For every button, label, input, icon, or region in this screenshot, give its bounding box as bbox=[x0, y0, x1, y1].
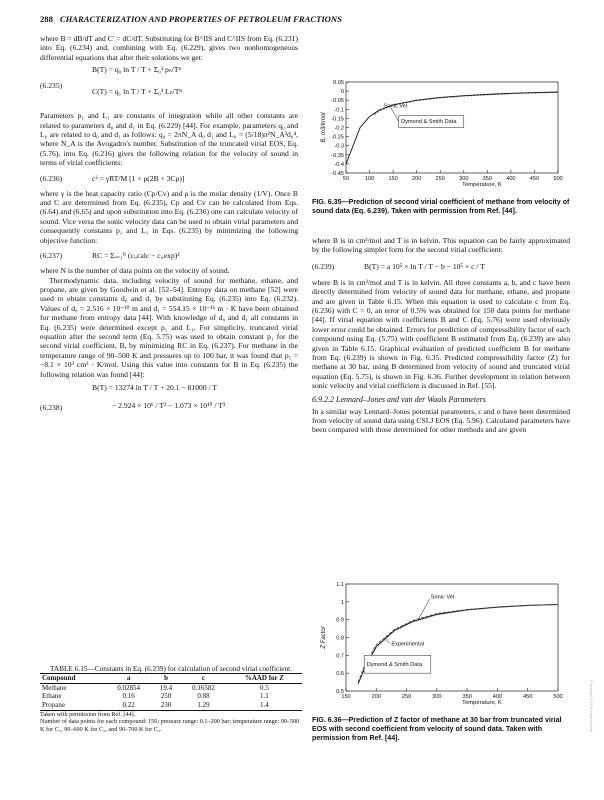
column-header: Compound bbox=[42, 674, 76, 683]
legend-label: Experimental bbox=[391, 641, 425, 648]
left-column bbox=[40, 34, 298, 421]
table-cell: Ethane bbox=[42, 692, 62, 701]
series-line bbox=[346, 92, 558, 164]
y-tick-label: -0.1 bbox=[334, 107, 344, 114]
paragraph: Parameters p₁ and L₁ are constants of integration while all other constants are related to parameters d₀ and d₁ in Eq. (6.229) [44]. For example, parameters q₀ and L₀ are related to d₀ and d₁ as follows: q₀ = 2πN_A d₀ d₁ and L₀ = (5/18)π²N_A²d₀⁴, where N_A is the Avogadro's number. Substitution of the truncated virial EOS, Eq. (5.76), into Eq. (6.216) gives the following relation for the velocity of sound in terms of virial coefficients: bbox=[40, 111, 298, 168]
x-tick-label: 50 bbox=[342, 176, 350, 182]
column-header: a bbox=[126, 674, 131, 683]
equation-line: B(T) = q₀ ln T / T + Σ₀³ pₙ/Tⁿ bbox=[92, 65, 181, 75]
table-cell: Methane bbox=[42, 683, 67, 692]
margin-watermark bbox=[585, 680, 593, 780]
x-tick-label: 500 bbox=[553, 694, 563, 700]
section-title: 6.9.2.2 Lennard–Jones and van der Waals Parameters bbox=[312, 394, 486, 404]
x-tick-label: 450 bbox=[523, 694, 533, 700]
y-tick-label: 0.8 bbox=[336, 635, 344, 642]
table-cell: 0.5 bbox=[260, 683, 269, 692]
x-axis-label: Temperature, K bbox=[462, 700, 502, 706]
y-tick-label: 0.6 bbox=[336, 671, 344, 678]
y-tick-label: 0.7 bbox=[336, 653, 344, 660]
equation-line: RC = Σᵢ₌₁ᴺ (cᵢ,calc − cᵢ,exp)² bbox=[92, 251, 180, 261]
table-cell: 230 bbox=[160, 701, 172, 710]
y-tick-label: 0.9 bbox=[336, 617, 344, 624]
y-tick-label: 0.5 bbox=[336, 689, 344, 695]
table-cell: 1.1 bbox=[260, 692, 269, 701]
y-tick-label: 1 bbox=[340, 599, 344, 606]
x-axis-label: Temperature, K bbox=[462, 182, 502, 188]
paragraph: Thermodynamic data, including velocity of sound for methane, ethane, and propane, are given by Goodwin et al. [52–54]. Entropy data on methane [52] were used to obtain constants d₀ and d₁ by substituting Eq. (6.235) into Eq. (6.232). Values of d₀ = 2.516 × 10⁻¹⁰ m and d₁ = 554.15 × 10⁻¹⁶ m · K have been obtained for methane from entropy data [44]. With knowledge of d₀ and d₁ all constants in Eq. (6.235) were determined except p₁ and L₁. For simplicity, truncated virial equation after the second term (Eq. 5.75) was used to obtain constant p₁ for the second virial coefficient, B, by minimizing RC in Eq. (6.237). For methane in the temperature range of 90–500 K and pressures up to 100 bar, it was found that p₁ = −8.1 × 10³ cm³ · K/mol. Using this value into constants for B in Eq. (6.235) the following relation was found [44]: bbox=[40, 275, 298, 379]
paragraph: In a similar way Lennard–Jones potential parameters, ε and σ have been determined from velocity of sound data using CSLJ EOS (Eq. 5.96). Calculated parameters have been compared with those determined for other methods and are given bbox=[312, 406, 570, 435]
running-header bbox=[40, 14, 342, 25]
table-note: Taken with permission from Ref. [44]. bbox=[40, 710, 136, 718]
equation-6235 bbox=[40, 65, 298, 111]
equation-6238 bbox=[40, 383, 298, 421]
y-tick-label: -0.2 bbox=[334, 125, 344, 132]
margin-note: Copyright ASTM International bbox=[589, 680, 594, 733]
equation-line: c² = γRT/M [1 + ρ(2B + 3Cρ)] bbox=[92, 173, 185, 183]
column-header: b bbox=[164, 674, 168, 683]
paragraph: where B is in cm³/mol and T is in kelvin. All three constants a, b, and c have been directly determined from velocity of sound data for methane, ethane, and propane and are given in Table 6.15. When this equation is used to calculate c from Eq. (6.236) with C = 0, an error of 0.5% was obtained for 150 data points for methane [44]. If virial equation with coefficients B and C (Eq. 5.76) were used obviously lower error could be obtained. Errors for prediction of compressibility factor of each compound using Eq. (5.75) with coefficient B estimated from Eq. (6.239) are also given in Table 6.15. Graphical evaluation of predicted coefficient B for methane from Eq. (6.239) is shown in Fig. 6.35. Predicted compressibility factor (Z) for methane at 30 bar, using B determined from velocity of sound and truncated virial equation (Eq. 5.75), is shown in Fig. 6.36. Further development in relation between sonic velocity and virial coefficient is discussed in Ref. [55]. bbox=[312, 277, 570, 391]
y-tick-label: 0 bbox=[340, 89, 344, 96]
table-row bbox=[40, 692, 302, 701]
legend-label: Sonic Vel. bbox=[430, 594, 456, 601]
y-tick-label: -0.05 bbox=[331, 98, 344, 105]
running-title: CHARACTERIZATION AND PROPERTIES OF PETROLEUM FRACTIONS bbox=[59, 14, 342, 24]
y-tick-label: -0.15 bbox=[331, 116, 344, 123]
table-cell: 0.88 bbox=[197, 692, 210, 701]
legend-label: Dymond & Smith Data bbox=[401, 118, 457, 125]
table-cell: Propane bbox=[42, 701, 65, 710]
x-tick-label: 400 bbox=[506, 176, 516, 182]
constants-table bbox=[40, 673, 302, 711]
fig-6-35-caption: FIG. 6.35—Prediction of second virial coefficient of methane from velocity of sound data (Eq. 6.239). Taken with permission from Ref. [44]. bbox=[312, 198, 570, 215]
x-tick-label: 450 bbox=[529, 176, 540, 182]
x-tick-label: 200 bbox=[371, 694, 381, 700]
y-tick-label: 0.05 bbox=[333, 80, 344, 86]
table-cell: 1.29 bbox=[197, 701, 210, 710]
equation-number: (6.235) bbox=[40, 81, 63, 91]
x-tick-label: 250 bbox=[435, 176, 445, 182]
equation-number: (6.236) bbox=[40, 173, 63, 183]
y-tick-label: -0.45 bbox=[331, 171, 344, 177]
x-tick-label: 150 bbox=[341, 694, 351, 700]
y-tick-label: -0.35 bbox=[331, 152, 344, 159]
equation-number: (6.239) bbox=[312, 261, 335, 271]
table-cell: 250 bbox=[160, 692, 172, 701]
table-header-row bbox=[40, 674, 302, 684]
page-number: 288 bbox=[40, 14, 53, 24]
equation-line: B(T) = a 10⁵ × ln T / T − b − 10⁵ × c / T bbox=[364, 261, 485, 271]
fig-6-36-chart bbox=[312, 578, 564, 708]
equation-line: − 2.924 × 10⁶ / T² − 1.073 × 10¹⁰ / T³ bbox=[112, 400, 226, 410]
x-tick-label: 350 bbox=[482, 176, 493, 182]
table-note: Number of data points for each compound: 150; pressure range: 0.1–200 bar; temperature range: 90–500 K for C₁, 90–600 K for C₂, and 90–700 K for C₃. bbox=[40, 718, 300, 733]
x-tick-label: 150 bbox=[388, 176, 398, 182]
table-cell: 0.22 bbox=[122, 701, 135, 710]
paragraph: where N is the number of data points on the velocity of sound. bbox=[40, 266, 230, 276]
equation-6239 bbox=[312, 258, 570, 278]
table-caption: TABLE 6.15—Constants in Eq. (6.239) for calculation of second virial coefficient. bbox=[49, 664, 293, 673]
table-cell: 0.16 bbox=[122, 692, 135, 701]
table-row bbox=[40, 683, 302, 692]
legend-label: Dymond & Smith Data bbox=[366, 662, 422, 669]
table-cell: 0.16582 bbox=[192, 683, 215, 692]
x-tick-label: 100 bbox=[364, 176, 375, 182]
x-tick-label: 500 bbox=[553, 176, 563, 182]
column-header: %AAD for Z bbox=[244, 674, 284, 683]
x-tick-label: 350 bbox=[462, 694, 472, 700]
paragraph: where B = dB/dT and C′ = dC/dT. Substituting for B^IIS and C^IIS from Eq. (6.231) into Eq. (6.234) and, combining with Eq. (6.229), gives two nonhomogeneous differential equations that after their solutions we get: bbox=[40, 34, 298, 62]
paragraph: where B is in cm³/mol and T is in kelvin. This equation can be fairly approximated by the following simpler form for the second virial coefficient: bbox=[312, 236, 570, 255]
table-cell: 1.4 bbox=[260, 701, 269, 710]
fig-6-35-chart bbox=[312, 76, 564, 188]
y-tick-label: -0.25 bbox=[331, 134, 344, 141]
y-tick-label: -0.3 bbox=[334, 143, 344, 150]
y-axis-label: Z Factor bbox=[321, 626, 327, 649]
y-tick-label: -0.4 bbox=[334, 161, 344, 168]
legend-label: Sonic Vel. bbox=[383, 103, 409, 110]
x-tick-label: 400 bbox=[492, 694, 503, 700]
equation-line: C(T) = q₁ ln T / T + Σ₀³ Lₙ/Tⁿ bbox=[92, 87, 182, 97]
x-tick-label: 300 bbox=[459, 176, 469, 182]
table-cell: 0.02854 bbox=[117, 683, 140, 692]
table-cell: 19.4 bbox=[159, 683, 173, 692]
legend-pointer bbox=[384, 638, 390, 644]
fig-6-36-caption: FIG. 6.36—Prediction of Z factor of methane at 30 bar from truncated virial EOS with second coefficient from velocity of sound data. Taken with permission from Ref. [44]. bbox=[312, 716, 562, 742]
x-tick-label: 200 bbox=[411, 176, 422, 182]
equation-6236 bbox=[40, 171, 298, 189]
table-6-15 bbox=[40, 664, 302, 733]
x-tick-label: 300 bbox=[432, 694, 442, 700]
right-column bbox=[312, 236, 570, 435]
y-axis-label: B, m3/kmol bbox=[321, 112, 327, 143]
equation-line: B(T) = 13274 ln T / T + 20.1 − 81000 / T bbox=[92, 382, 218, 392]
equation-number: (6.238) bbox=[40, 402, 63, 412]
table-row bbox=[40, 701, 302, 710]
column-header: c bbox=[201, 674, 206, 683]
paragraph: where γ is the heat capacity ratio (Cp/Cv) and ρ is the molar density (1/V). Once B and C are determined from Eq. (6.235), Cp and Cv can be calculated from Eqs. (6.64) and (6.65) and upon substitution into Eq. (6.236) one can calculate velocity of sound. Vice versa the sonic velocity data can be used to obtain virial parameters and consequently constants p₁ and L₁ in Eqs. (6.235) by minimizing the following objective function: bbox=[40, 188, 298, 245]
y-tick-label: 1.1 bbox=[336, 582, 344, 588]
equation-6237 bbox=[40, 248, 298, 266]
equation-number: (6.237) bbox=[40, 251, 63, 261]
x-tick-label: 250 bbox=[401, 694, 412, 700]
